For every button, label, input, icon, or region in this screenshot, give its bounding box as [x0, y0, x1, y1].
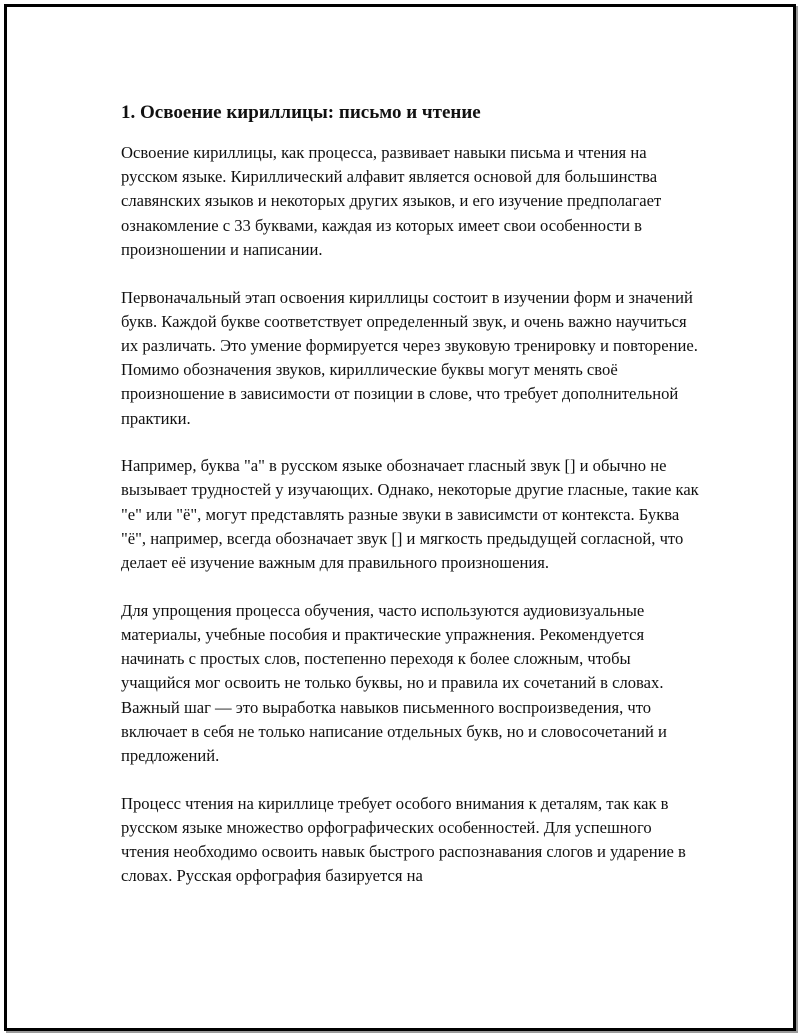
paragraph-3: Например, буква "а" в русском языке обозначает гласный звук [] и обычно не вызывает трудностей у изучающих. Однако, некоторые другие гласные, такие как "е" или "ё", могут представлять разные звуки в зависимсти от контекста. Буква "ё", например, всегда обозначает звук [] и мягкость предыдущей согласной, что делает её изучение важным для правильного произношения.: [121, 456, 699, 573]
paragraph-4: Для упрощения процесса обучения, часто используются аудиовизуальные материалы, учебные пособия и практические упражнения. Рекомендуется начинать с простых слов, постепенно переходя к более сложным, чтобы учащийся мог освоить не только буквы, но и правила их сочетаний в словах. Важный шаг — это выработка навыков письменного воспроизведения, что включает в себя не только написание отдельных букв, но и словосочетаний и предложений.: [121, 600, 667, 765]
paragraph-5: Процесс чтения на кириллице требует особого внимания к деталям, так как в русском языке множество орфографических особенностей. Для успешного чтения необходимо освоить навык быстрого распознавания слогов и ударение в словах. Русская орфография базируется на: [121, 793, 686, 886]
section-heading: 1. Освоение кириллицы: письмо и чтение: [121, 102, 481, 123]
document-body: [121, 99, 701, 912]
paragraph-2: Первоначальный этап освоения кириллицы состоит в изучении форм и значений букв. Каждой букве соответствует определенный звук, и очень важно научиться их различать. Это умение формируется через звуковую тренировку и повторение. Помимо обозначения звуков, кириллические буквы могут менять своё произношение в зависимости от позиции в слове, что требует дополнительной практики.: [121, 287, 698, 428]
paragraph-1: Освоение кириллицы, как процесса, развивает навыки письма и чтения на русском языке. Кириллический алфавит является основой для большинства славянских языков и некоторых других языков, и его изучение предполагает ознакомление с 33 буквами, каждая из которых имеет свои особенности в произношении и написании.: [121, 143, 662, 259]
page-frame: [4, 4, 796, 1031]
